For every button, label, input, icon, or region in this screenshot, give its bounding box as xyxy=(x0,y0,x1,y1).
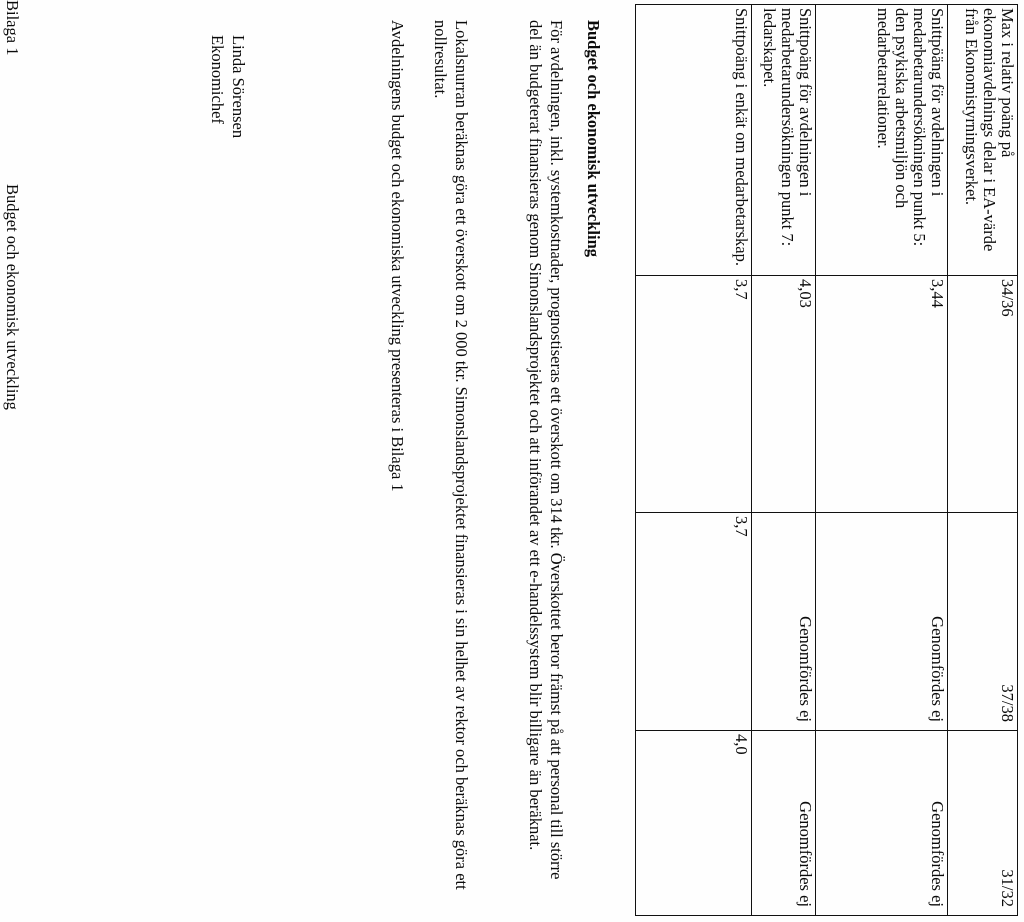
row-label: Snittpöäng för avdelningen i medarbetarundersökningen punkt 5: den psykiska arbetsmiljön och medarbetarrelationer. xyxy=(816,5,948,276)
value-cell: 4,0 xyxy=(636,731,752,916)
table-row xyxy=(636,5,752,916)
signatory-name: Linda Sörensen xyxy=(229,35,248,139)
value-cell: 3,44 xyxy=(816,276,948,513)
section-heading: Budget och ekonomisk utveckling xyxy=(584,20,603,257)
row-label: Max i relativ poäng på ekonomiavdelnings delar i EA-värde från Ekonomistyrningsverket. xyxy=(948,5,1018,276)
value-cell: 3,7 xyxy=(636,513,752,731)
table-row xyxy=(816,5,948,916)
value-cell: 3,7 xyxy=(636,276,752,513)
table-row xyxy=(948,5,1018,916)
budget-paragraph: För avdelningen, inkl. systemkostnader, prognostiseras ett överskott om 314 tkr. Överskottet beror främst på att personal till större del än budgeterat finansieras genom Simonslandsprojektet och att införandet av ett e-handelssystem blir billigare än beräknat. xyxy=(526,20,566,880)
value-cell: 34/36 xyxy=(948,276,1018,513)
signatory-title: Ekonomichef xyxy=(208,35,227,124)
value-cell: 4,03 xyxy=(752,276,816,513)
row-label: Snittpoäng för avdelningen i medarbetarundersökningen punkt 7: ledarskapet. xyxy=(752,5,816,276)
row-label: Snittpoäng i enkät om medarbetarskap. xyxy=(636,5,752,276)
lokalsnurran-paragraph: Lokalsnurran beräknas göra ett överskott om 2 000 tkr. Simonslandsprojektet finansieras i sin helhet av rektor och beräknas göra ett nollresultat. xyxy=(431,20,471,890)
value-cell: Genomfördes ej xyxy=(752,731,816,916)
value-cell: 37/38 xyxy=(948,513,1018,731)
kpi-table xyxy=(635,4,1018,916)
table-row xyxy=(752,5,816,916)
attachment-label: Bilaga 1 xyxy=(3,0,22,56)
value-cell: 31/32 xyxy=(948,731,1018,916)
bilaga-reference-paragraph: Avdelningens budget och ekonomiska utveckling presenteras i Bilaga 1 xyxy=(388,20,407,492)
value-cell: Genomfördes ej xyxy=(816,513,948,731)
attachment-title: Budget och ekonomisk utveckling xyxy=(3,184,22,410)
value-cell: Genomfördes ej xyxy=(816,731,948,916)
value-cell: Genomfördes ej xyxy=(752,513,816,731)
